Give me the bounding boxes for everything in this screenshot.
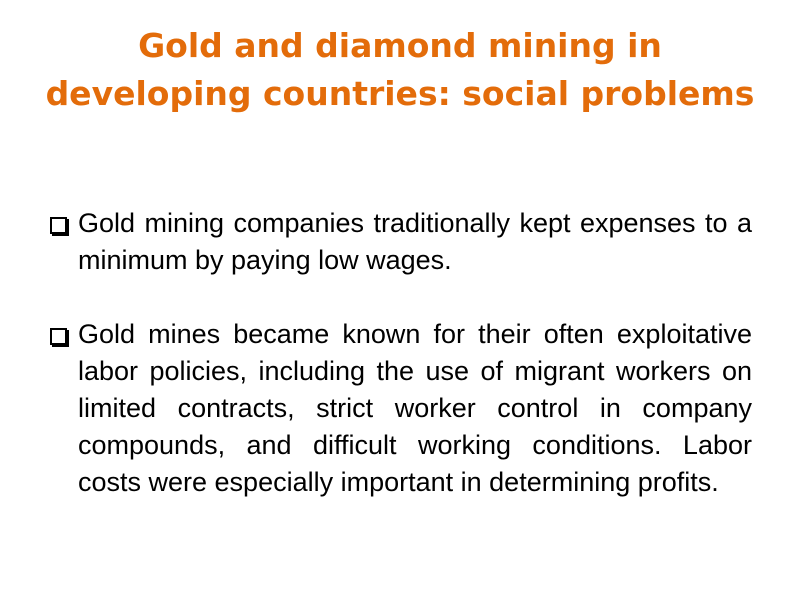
bullet-list — [46, 205, 752, 501]
slide-title — [0, 22, 800, 118]
bullet-text-labor-policies: Gold mines became known for their often exploitative labor policies, including the use of migrant workers on limited contracts, strict worker control in company compounds, and difficult working conditions. Labor costs were especially important in determining profits. — [78, 319, 752, 497]
bullet-item-low-wages — [46, 205, 752, 279]
slide-title-line-2: developing countries: social problems — [45, 74, 755, 113]
bullet-text-low-wages: Gold mining companies traditionally kept expenses to a minimum by paying low wages. — [78, 208, 752, 275]
square-bullet-icon — [50, 217, 67, 234]
slide-title-line-1: Gold and diamond mining in — [138, 26, 662, 65]
bullet-item-labor-policies — [46, 316, 752, 501]
square-bullet-icon — [50, 328, 67, 345]
